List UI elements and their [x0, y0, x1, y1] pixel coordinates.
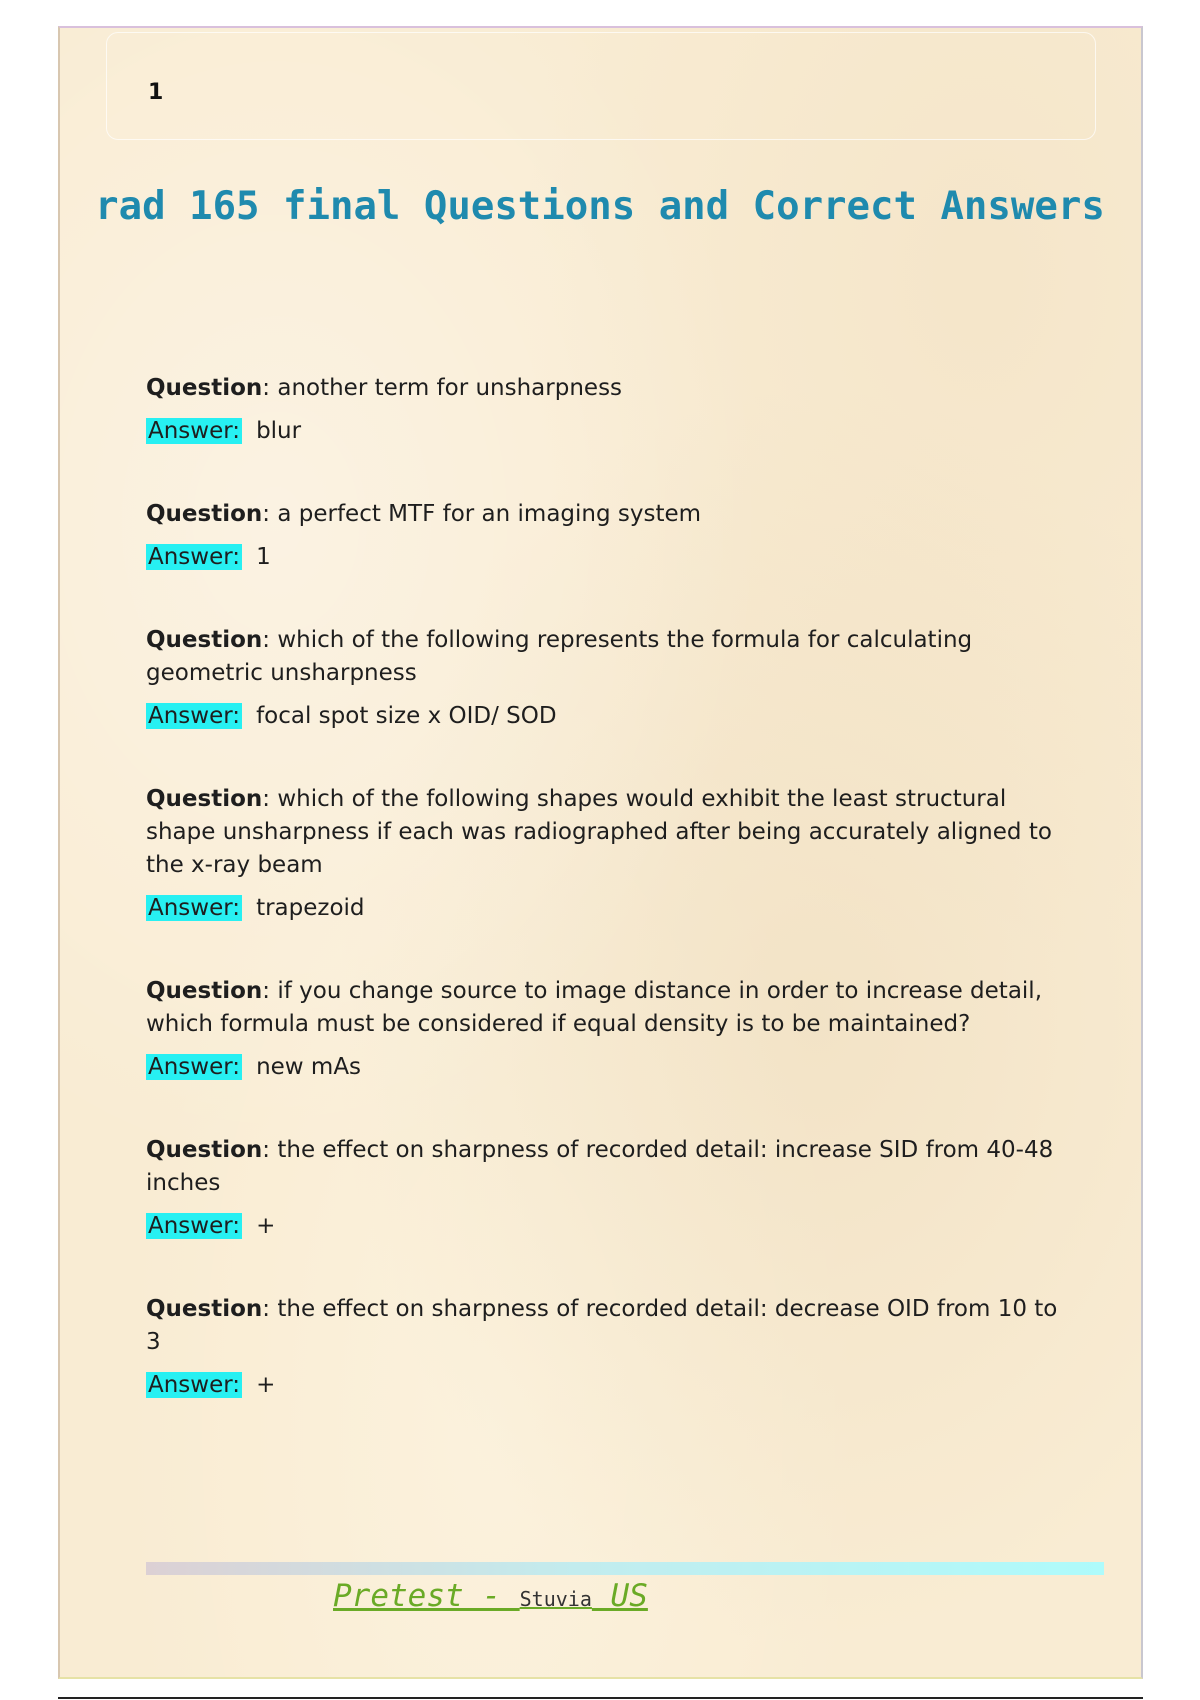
- qa-item: [146, 1293, 1066, 1402]
- qa-list: [146, 372, 1066, 1452]
- answer-text: new mAs: [256, 1054, 362, 1080]
- answer-label: Answer:: [148, 1213, 241, 1239]
- question-text: which of the following represents the formula for calculating geometric unsharpness: [146, 627, 973, 686]
- question-label: Question: [146, 786, 263, 812]
- answer-label: Answer:: [148, 1054, 241, 1080]
- question-label: Question: [146, 375, 263, 401]
- question-text: if you change source to image distance in order to increase detail, which formula must be considered if equal density is to be maintained?: [146, 978, 1043, 1037]
- answer-text: trapezoid: [256, 895, 365, 921]
- question: Question: the effect on sharpness of recorded detail: decrease OID from 10 to 3: [146, 1296, 1058, 1355]
- answer: [146, 541, 1066, 574]
- footer-brand: [333, 1578, 648, 1614]
- answer-label: Answer:: [148, 895, 241, 921]
- brand-us: US: [591, 1578, 648, 1614]
- question: Question: a perfect MTF for an imaging system: [146, 501, 702, 527]
- answer-label: Answer:: [148, 418, 241, 444]
- answer-label: Answer:: [148, 1372, 241, 1398]
- qa-item: [146, 1134, 1066, 1243]
- bottom-rule: [58, 1697, 1143, 1699]
- question-label: Question: [146, 501, 263, 527]
- brand-pretest: Pretest -: [333, 1578, 520, 1614]
- question-text: another term for unsharpness: [277, 375, 623, 401]
- qa-item: [146, 975, 1066, 1084]
- question: Question: the effect on sharpness of recorded detail: increase SID from 40-48 inches: [146, 1137, 1054, 1196]
- question: Question: another term for unsharpness: [146, 375, 623, 401]
- question: Question: if you change source to image distance in order to increase detail, which formula must be considered if equal density is to be maintained?: [146, 978, 1043, 1037]
- footer-divider-bar: [146, 1562, 1104, 1575]
- answer: [146, 700, 1066, 733]
- page-number: 1: [148, 80, 164, 105]
- question-label: Question: [146, 627, 263, 653]
- question-label: Question: [146, 978, 263, 1004]
- header-frame: [106, 32, 1096, 140]
- answer: [146, 1210, 1066, 1243]
- answer-text: +: [256, 1213, 276, 1239]
- question: Question: which of the following shapes would exhibit the least structural shape unsharpness if each was radiographed after being accurately aligned to the x-ray beam: [146, 786, 1052, 878]
- answer-text: blur: [256, 418, 302, 444]
- answer: [146, 892, 1066, 925]
- answer-label: Answer:: [148, 544, 241, 570]
- answer-label: Answer:: [148, 703, 241, 729]
- question-text: which of the following shapes would exhibit the least structural shape unsharpness if each was radiographed after being accurately aligned to the x-ray beam: [146, 786, 1052, 878]
- answer-text: focal spot size x OID/ SOD: [256, 703, 557, 729]
- qa-item: [146, 783, 1066, 925]
- qa-item: [146, 372, 1066, 448]
- answer: [146, 1051, 1066, 1084]
- qa-item: [146, 498, 1066, 574]
- brand-stuvia: Stuvia: [519, 1587, 592, 1611]
- answer-text: 1: [256, 544, 271, 570]
- question: Question: which of the following represents the formula for calculating geometric unsharpness: [146, 627, 973, 686]
- answer-text: +: [256, 1372, 276, 1398]
- qa-item: [146, 624, 1066, 733]
- answer: [146, 1369, 1066, 1402]
- question-text: a perfect MTF for an imaging system: [277, 501, 702, 527]
- question-label: Question: [146, 1137, 263, 1163]
- question-text: the effect on sharpness of recorded detail: increase SID from 40-48 inches: [146, 1137, 1054, 1196]
- question-text: the effect on sharpness of recorded detail: decrease OID from 10 to 3: [146, 1296, 1058, 1355]
- answer: [146, 415, 1066, 448]
- document-title: rad 165 final Questions and Correct Answers: [95, 184, 1105, 229]
- question-label: Question: [146, 1296, 263, 1322]
